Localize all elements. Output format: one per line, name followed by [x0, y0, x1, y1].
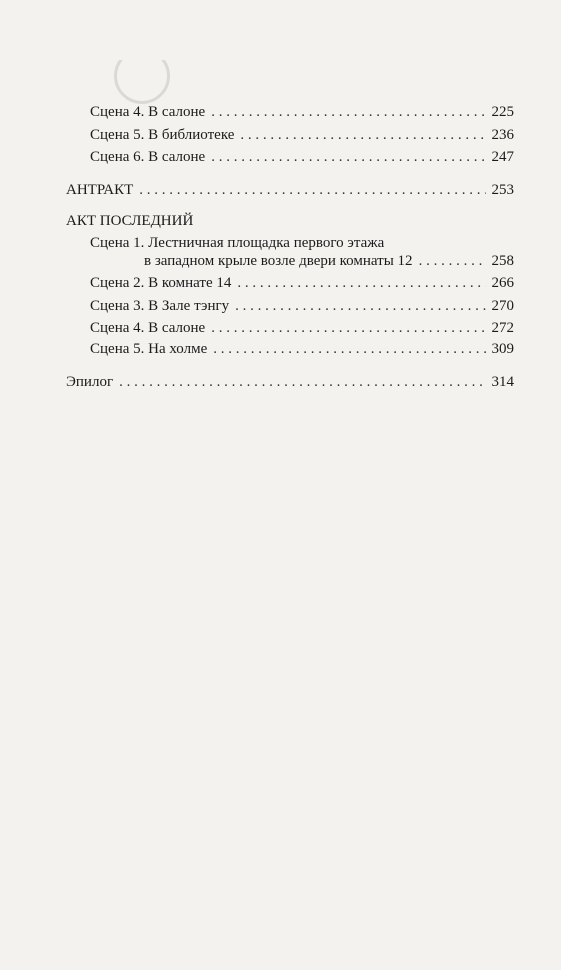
toc-entry-page: 247 — [491, 149, 514, 165]
toc-entry[interactable] — [90, 126, 514, 144]
toc-entry[interactable] — [90, 148, 514, 166]
toc-entry-label: АНТРАКТ — [66, 182, 134, 198]
leader-dots — [238, 126, 485, 144]
leader-dots — [209, 148, 485, 166]
leader-dots — [209, 319, 485, 337]
act-heading: АКТ ПОСЛЕДНИЙ — [66, 213, 194, 229]
toc-entry-label-line2: в западном крыле возле двери комнаты 12 — [144, 253, 413, 269]
toc-entry-page: 236 — [491, 127, 514, 143]
toc-entry-page: 266 — [491, 275, 514, 291]
toc-entry-label: Сцена 2. В комнате 14 — [90, 275, 232, 291]
toc-entry[interactable] — [90, 297, 514, 315]
leader-dots — [417, 252, 486, 270]
toc-entry[interactable] — [90, 340, 514, 358]
leader-dots — [235, 274, 485, 292]
toc-entry[interactable] — [90, 319, 514, 337]
toc-entry-page: 225 — [491, 104, 514, 120]
toc-entry-page: 272 — [491, 320, 514, 336]
toc-entry-page: 314 — [491, 374, 514, 390]
leader-dots — [137, 181, 485, 199]
leader-dots — [211, 340, 485, 358]
toc-entry-label: Сцена 4. В салоне — [90, 320, 206, 336]
toc-entry-page: 258 — [491, 253, 514, 269]
toc-entry[interactable] — [90, 103, 514, 121]
toc-entry-label-line1[interactable]: Сцена 1. Лестничная площадка первого этажа — [90, 235, 385, 251]
toc-entry-page: 270 — [491, 298, 514, 314]
toc-entry-label: Сцена 5. В библиотеке — [90, 127, 235, 143]
toc-entry-page: 253 — [491, 182, 514, 198]
bleed-seal-icon — [114, 60, 170, 104]
toc-entry[interactable] — [90, 274, 514, 292]
toc-entry-antrakt[interactable] — [66, 181, 514, 199]
toc-entry-label: Сцена 5. На холме — [90, 341, 208, 357]
toc-entry[interactable] — [144, 252, 514, 270]
leader-dots — [209, 103, 485, 121]
toc-entry-label: Эпилог — [66, 374, 114, 390]
toc-entry-label: Сцена 3. В Зале тэнгу — [90, 298, 230, 314]
leader-dots — [233, 297, 485, 315]
leader-dots — [117, 373, 485, 391]
toc-entry-label: Сцена 4. В салоне — [90, 104, 206, 120]
toc-entry-page: 309 — [491, 341, 514, 357]
toc-entry-label: Сцена 6. В салоне — [90, 149, 206, 165]
toc-entry-epilog[interactable] — [66, 373, 514, 391]
